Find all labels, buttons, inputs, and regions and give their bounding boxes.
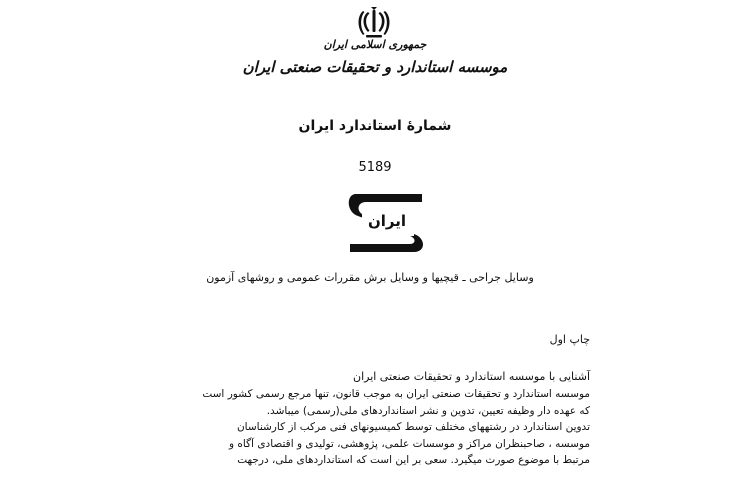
standard-label: شمارۀ استاندارد ایران [298,118,452,134]
paragraph-line: موسسه ، صاحبنظران مراکز و موسسات علمی، پژوهشی، تولیدی و اقتصادی آگاه و [228,437,590,450]
document-title: وسایل جراحی ـ قیچیها و وسایل برش مقررات عمومی و روشهای آزمون [206,271,534,284]
institute-name: موسسه استاندارد و تحقیقات صنعتی ایران [242,58,508,76]
iran-emblem-icon [355,6,393,42]
paragraph-line: موسسه استاندارد و تحقیقات صنعتی ایران به موجب قانون، تنها مرجع رسمی کشور است [202,388,590,400]
intro-paragraph [180,386,590,469]
edition-label: چاپ اول [549,333,590,346]
paragraph-line: مرتبط با موضوع صورت میگیرد. سعی بر این است که استانداردهای ملی، درجهت [237,454,590,466]
intro-heading: آشنایی با موسسه استاندارد و تحقیقات صنعتی ایران [352,370,590,383]
isiri-logo-icon [344,190,430,256]
paragraph-line: که عهده دار وظیفه تعیین، تدوین و نشر استانداردهای ملی(رسمی) میباشد. [266,404,590,417]
standard-number: 5189 [358,160,392,175]
republic-name: جمهوری اسلامی ایران [323,38,427,51]
paragraph-line: تدوین استاندارد در رشتههای مختلف توسط کمیسیونهای فنی مرکب از کارشناسان [236,421,590,433]
logo-text: ایران [367,212,407,230]
